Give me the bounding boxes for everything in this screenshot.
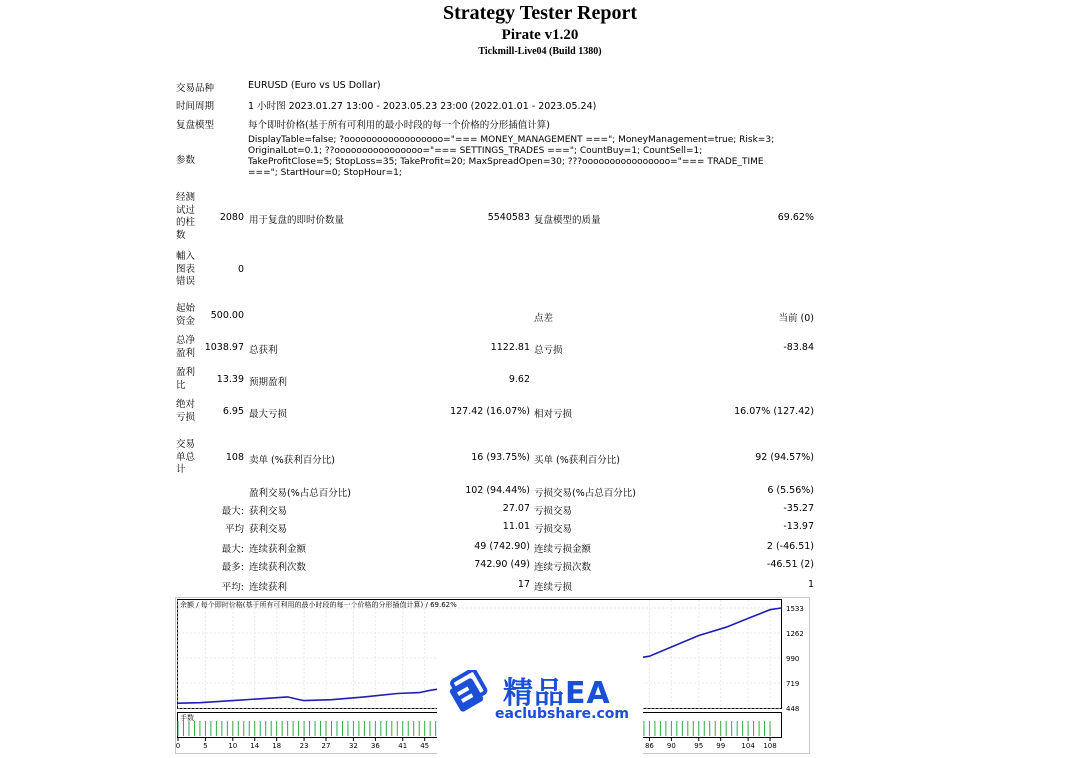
long-label: 买单 (%获利百分比) <box>534 455 620 466</box>
y-tick-label: 448 <box>786 705 800 713</box>
quality-value: 69.62% <box>777 212 814 223</box>
period-value: 1 小时图 2023.01.27 13:00 - 2023.05.23 23:00 (2022.01.01 - 2023.05.24) <box>248 101 597 112</box>
mismatch-value: 0 <box>237 264 244 275</box>
average-win-label: 获利交易 <box>249 524 288 535</box>
max-consec-loss-value: 2 (-46.51) <box>766 541 814 552</box>
most-consec-win-value: 742.90 (49) <box>474 559 530 570</box>
watermark-url: eaclubshare.com <box>495 706 629 722</box>
avg-consec-loss-value: 1 <box>807 579 814 590</box>
win-value: 102 (94.44%) <box>465 485 530 496</box>
gross-loss-label: 总亏损 <box>534 345 563 356</box>
report-title: Strategy Tester Report <box>442 2 638 24</box>
ticks-value: 5540583 <box>487 212 530 223</box>
ticks-label: 用于复盘的即时价数量 <box>249 215 345 226</box>
most-consec-loss-value: -46.51 (2) <box>766 559 814 570</box>
symbol-label: 交易品种 <box>176 83 215 94</box>
quality-label: 复盘模型的质量 <box>534 215 601 226</box>
deposit-label: 起始资金 <box>176 303 196 327</box>
short-value: 16 (93.75%) <box>471 452 530 463</box>
chart-title: 余额 / 每个即时价格(基于所有可利用的最小时段的每一个价格的分形插值计算) / 69.62% <box>180 601 457 609</box>
x-tick-label: 0 <box>175 742 181 750</box>
average-prefix: 平均 <box>224 524 244 535</box>
symbol-value: EURUSD (Euro vs US Dollar) <box>248 80 381 91</box>
y-tick-label: 1533 <box>786 605 804 614</box>
params-label: 参数 <box>176 155 196 166</box>
avg-consec-win-label: 连续获利 <box>249 582 288 593</box>
watermark-title: 精品EA <box>503 676 611 711</box>
x-tick-label: 27 <box>321 742 331 750</box>
avg-consec-loss-label: 连续亏损 <box>534 582 573 593</box>
lot-panel-label: 手数 <box>180 714 194 722</box>
spread-value: 当前 (0) <box>778 313 814 324</box>
watermark <box>437 648 643 754</box>
abs-dd-label: 绝对亏损 <box>176 399 196 423</box>
abs-dd-value: 6.95 <box>222 406 244 417</box>
largest-loss-value: -35.27 <box>783 503 814 514</box>
x-tick-label: 10 <box>228 742 238 750</box>
expected-value: 9.62 <box>508 374 530 385</box>
deposit-value: 500.00 <box>210 310 244 321</box>
max-consec-loss-label: 连续亏损金额 <box>534 544 592 555</box>
params-value: DisplayTable=false; ?oooooooooooooooooo="=== MONEY_MANAGEMENT ==="; MoneyManagement=true; Risk=3; OriginalLot=0.1; ??oooooooooooooooo="=== SETTINGS_TRADES ==="; CountBuy=1; CountSell=1; TakeProfitClose=5; StopLoss=35; TakeProfit=20; MaxSpreadOpen=30; ???oooooooooooooooo="=== TRADE_TIME ==="; StartHour=0; StopHour=1; <box>248 135 775 178</box>
x-tick-label: 18 <box>272 742 282 750</box>
x-tick-label: 95 <box>694 742 704 750</box>
average-loss-label: 亏损交易 <box>534 524 573 535</box>
x-tick-label: 45 <box>420 742 430 750</box>
most-consec-win-label: 连续获利次数 <box>249 562 307 573</box>
largest-loss-label: 亏损交易 <box>534 506 573 517</box>
x-tick-label: 99 <box>716 742 726 750</box>
loss-value: 6 (5.56%) <box>767 485 814 496</box>
max-consec-win-value: 49 (742.90) <box>474 541 530 552</box>
largest-win-value: 27.07 <box>502 503 530 514</box>
expected-label: 预期盈利 <box>249 377 288 388</box>
max-dd-value: 127.42 (16.07%) <box>450 406 530 417</box>
win-label: 盈利交易(%占总百分比) <box>249 488 351 499</box>
spread-label: 点差 <box>534 313 554 324</box>
long-value: 92 (94.57%) <box>755 452 814 463</box>
largest-win-label: 获利交易 <box>249 506 288 517</box>
x-tick-label: 14 <box>250 742 260 750</box>
x-tick-label: 86 <box>644 742 654 750</box>
total-value: 108 <box>225 452 244 463</box>
x-tick-label: 41 <box>398 742 408 750</box>
bars-value: 2080 <box>219 212 244 223</box>
loss-label: 亏损交易(%占总百分比) <box>534 488 636 499</box>
max-consec-prefix: 最大: <box>221 544 244 555</box>
period-label: 时间周期 <box>176 101 215 112</box>
max-dd-label: 最大亏损 <box>249 409 288 420</box>
gross-profit-value: 1122.81 <box>490 342 530 353</box>
x-tick-label: 108 <box>763 742 777 750</box>
gross-loss-value: -83.84 <box>783 342 814 353</box>
pf-label: 盈利比 <box>176 367 196 391</box>
x-tick-label: 36 <box>370 742 380 750</box>
max-consec-win-label: 连续获利金额 <box>249 544 307 555</box>
server-build: Tickmill-Live04 (Build 1380) <box>478 46 602 57</box>
short-label: 卖单 (%获利百分比) <box>249 455 335 466</box>
x-tick-label: 104 <box>741 742 755 750</box>
most-consec-prefix: 最多: <box>221 562 244 573</box>
x-tick-label: 5 <box>203 742 208 750</box>
largest-prefix: 最大: <box>221 506 244 517</box>
y-tick-label: 990 <box>786 655 800 664</box>
average-win-value: 11.01 <box>502 521 530 532</box>
model-value: 每个即时价格(基于所有可利用的最小时段的每一个价格的分形插值计算) <box>248 120 550 131</box>
pf-value: 13.39 <box>216 374 244 385</box>
net-label: 总净盈利 <box>176 335 196 359</box>
rel-dd-value: 16.07% (127.42) <box>734 406 814 417</box>
avg-consec-prefix: 平均: <box>221 582 244 593</box>
x-tick-label: 23 <box>299 742 309 750</box>
gross-profit-label: 总获利 <box>249 345 278 356</box>
avg-consec-win-value: 17 <box>517 579 530 590</box>
ea-name: Pirate v1.20 <box>501 27 579 43</box>
most-consec-loss-label: 连续亏损次数 <box>534 562 592 573</box>
net-value: 1038.97 <box>204 342 244 353</box>
x-tick-label: 32 <box>348 742 358 750</box>
total-label: 交易单总计 <box>176 439 196 475</box>
y-tick-label: 1262 <box>786 629 804 638</box>
watermark-logo-icon <box>447 670 493 716</box>
x-tick-label: 90 <box>666 742 676 750</box>
y-tick-label: 719 <box>786 680 800 689</box>
bars-label: 经测试过的柱数 <box>176 192 196 241</box>
average-loss-value: -13.97 <box>783 521 814 532</box>
rel-dd-label: 相对亏损 <box>534 409 573 420</box>
mismatch-label: 輔入图表错误 <box>176 251 196 287</box>
model-label: 复盘模型 <box>176 120 215 131</box>
